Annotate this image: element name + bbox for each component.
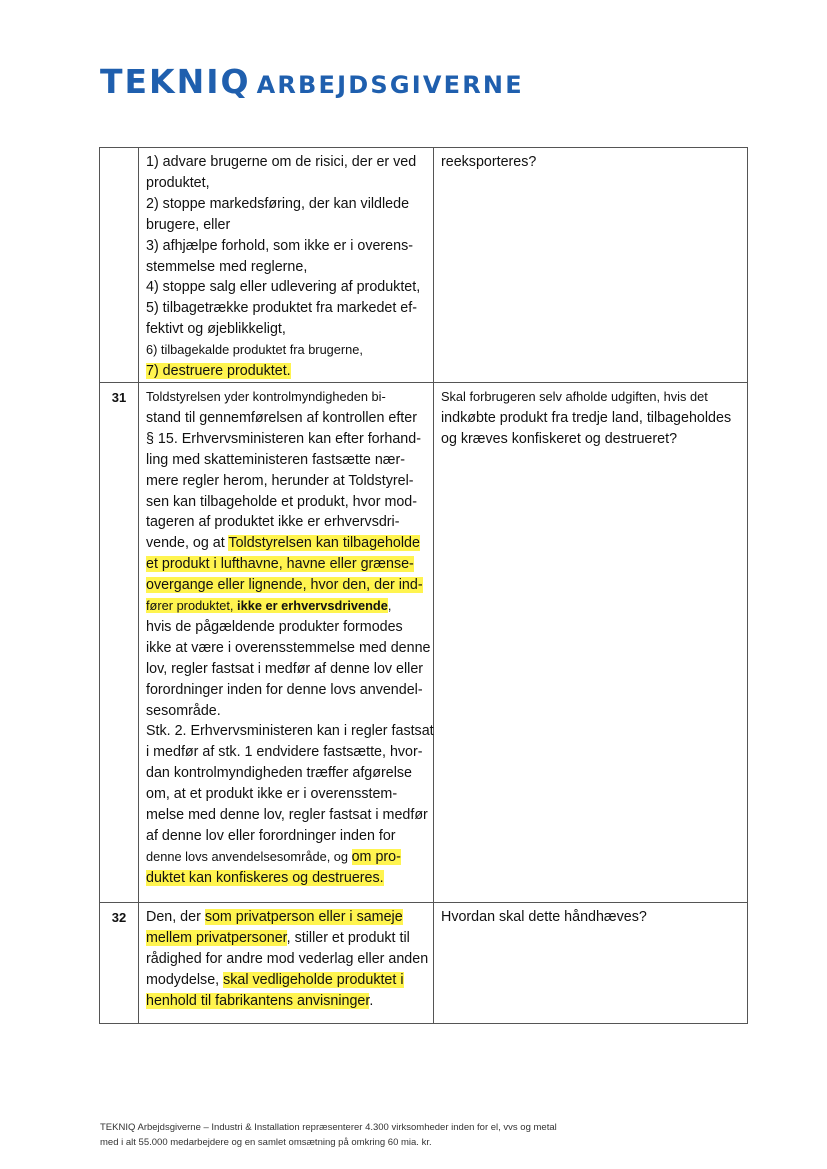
comment-text: [434, 383, 747, 450]
page-footer: [100, 1120, 557, 1150]
highlighted-text: som privatperson eller i sameje: [204, 908, 403, 925]
highlighted-text: 7) destruere produktet.: [146, 363, 291, 380]
table-row: [100, 148, 748, 383]
logo-wordmark: TEKNIQ: [100, 62, 251, 101]
text-segment: Den, der: [146, 908, 205, 925]
text-line: Stk. 2. Erhvervsministeren kan i regler fastsat: [146, 723, 434, 740]
law-text-cell: [139, 382, 434, 902]
footer-line: med i alt 55.000 medarbejdere og en samlet omsætning på omkring 60 mia. kr.: [100, 1137, 432, 1148]
highlighted-text: mellem privatpersoner: [146, 929, 287, 946]
law-text: [139, 148, 433, 382]
row-number: 31: [111, 389, 127, 405]
comment-cell: [434, 902, 748, 1023]
text-line: Skal forbrugeren selv afholde udgiften, hvis det: [441, 388, 708, 404]
text-line: af denne lov eller forordninger inden for: [146, 828, 396, 844]
text-segment: .: [379, 869, 384, 886]
table-row: [100, 902, 748, 1023]
text-line: dan kontrolmyndigheden træffer afgørelse: [146, 765, 412, 782]
text-line: ling med skatteministeren fastsætte nær-: [146, 451, 406, 468]
text-line: stemmelse med reglerne,: [146, 258, 308, 275]
comment-text: [434, 903, 747, 928]
text-line: i medfør af stk. 1 endvidere fastsætte, hvor-: [146, 744, 423, 761]
comment-cell: [434, 382, 748, 902]
law-text: [139, 383, 433, 889]
text-line: rådighed for andre mod vederlag eller anden: [146, 950, 429, 967]
text-line: hvis de pågældende produkter formodes: [146, 618, 403, 635]
text-segment: vende, og at: [146, 535, 229, 552]
text-line: 4) stoppe salg eller udlevering af produktet,: [146, 279, 421, 296]
row-number-cell: [100, 148, 139, 383]
row-number-cell: [100, 902, 139, 1023]
text-line: 5) tilbagetrække produktet fra markedet ef-: [146, 300, 417, 317]
highlighted-text: Toldstyrelsen kan tilbageholde: [228, 535, 420, 552]
highlighted-text: henhold til fabrikantens anvisninger: [146, 992, 370, 1009]
text-segment: ,: [387, 598, 392, 614]
text-line: § 15. Erhvervsministeren kan efter forhand-: [146, 430, 421, 447]
text-line: produktet,: [146, 174, 210, 191]
text-line: indkøbte produkt fra tredje land, tilbageholdes: [441, 409, 732, 426]
text-line: reeksporteres?: [441, 154, 537, 170]
row-number: 32: [111, 909, 127, 925]
row-number: [100, 148, 138, 155]
text-line: 2) stoppe markedsføring, der kan vildlede: [146, 195, 410, 212]
text-line: melse med denne lov, regler fastsat i medfør: [146, 807, 428, 824]
law-text-cell: [139, 902, 434, 1023]
text-line: fektivt og øjeblikkeligt,: [146, 321, 286, 338]
law-text-cell: [139, 148, 434, 383]
text-line: lov, regler fastsat i medfør af denne lov eller: [146, 660, 424, 677]
comment-text: [434, 148, 747, 173]
comments-table: [99, 147, 748, 1024]
text-line: Hvordan skal dette håndhæves?: [441, 908, 647, 925]
text-line: stand til gennemførelsen af kontrollen efter: [146, 409, 417, 426]
text-line: brugere, eller: [146, 216, 231, 233]
highlighted-bold-text: ikke er erhvervsdrivende: [237, 598, 388, 614]
highlighted-text: skal vedligeholde produktet i: [223, 971, 404, 988]
text-line: ikke at være i overensstemmelse med denne: [146, 639, 431, 656]
text-line: tageren af produktet ikke er erhvervsdri-: [146, 514, 400, 531]
comment-cell: [434, 148, 748, 383]
row-number-cell: [100, 382, 139, 902]
text-line: Toldstyrelsen yder kontrolmyndigheden bi-: [146, 388, 386, 404]
text-segment: , stiller et produkt til: [286, 929, 410, 946]
text-segment: modydelse,: [146, 971, 224, 988]
text-segment: denne lovs anvendelsesområde, og: [146, 848, 352, 864]
highlighted-text: et produkt i lufthavne, havne eller grænse-: [146, 556, 414, 573]
text-line: mere regler herom, herunder at Toldstyrel-: [146, 472, 414, 489]
tekniq-logo: [100, 62, 524, 101]
text-segment: .: [369, 992, 374, 1009]
text-line: 6) tilbagekalde produktet fra brugerne,: [146, 342, 363, 358]
text-line: sen kan tilbageholde et produkt, hvor mod-: [146, 493, 418, 510]
law-text: [139, 903, 433, 1012]
text-line: 1) advare brugerne om de risici, der er ved: [146, 154, 417, 170]
text-line: forordninger inden for denne lovs anvendel-: [146, 681, 423, 698]
highlighted-text: om pro-: [351, 848, 401, 865]
logo-subtitle: ARBEJDSGIVERNE: [256, 71, 524, 99]
text-line: om, at et produkt ikke er i overensstem-: [146, 786, 398, 803]
highlighted-text: overgange eller lignende, hvor den, der ind-: [146, 577, 423, 594]
highlighted-text: fører produktet,: [146, 598, 238, 614]
footer-line: TEKNIQ Arbejdsgiverne – Industri & Installation repræsenterer 4.300 virksomheder inden for el, vvs og metal: [100, 1122, 557, 1133]
highlighted-text: duktet kan konfiskeres og destrueres: [146, 869, 380, 886]
text-line: og kræves konfiskeret og destrueret?: [441, 430, 678, 447]
table-row: [100, 382, 748, 902]
text-line: sesområde.: [146, 702, 221, 719]
text-line: 3) afhjælpe forhold, som ikke er i overens-: [146, 237, 413, 254]
